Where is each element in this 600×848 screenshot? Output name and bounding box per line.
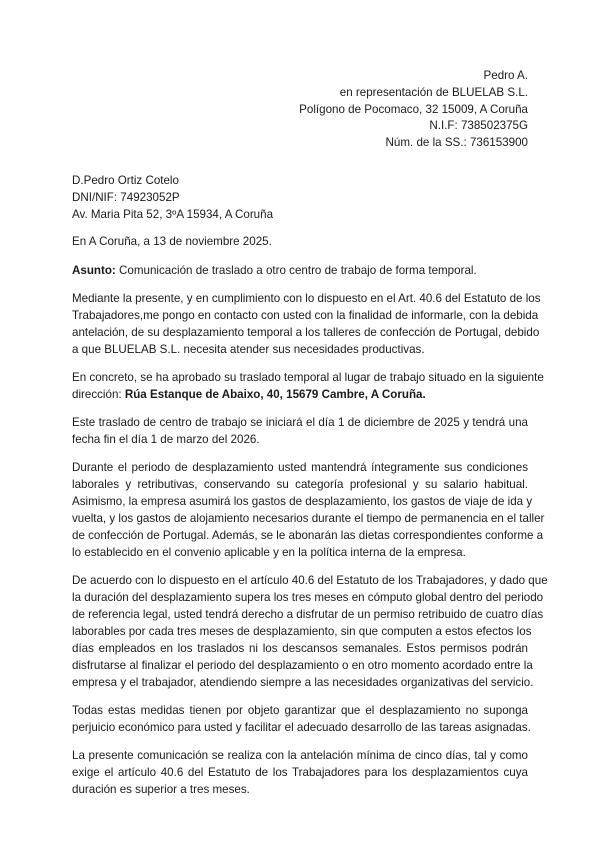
paragraph-line: exige el artículo 40.6 del Estatuto de los Trabajadores para los desplazamientos cuya — [72, 766, 528, 779]
recipient-address: Av. Maria Pita 52, 3ºA 15934, A Coruña — [72, 207, 274, 221]
paragraph-line: duración es superior a tres meses. — [72, 783, 250, 796]
paragraph-dates — [72, 414, 528, 448]
paragraph-line: fecha fin el día 1 de marzo del 2026. — [72, 433, 260, 446]
letter-body — [72, 290, 548, 809]
date-line: En A Coruña, a 13 de noviembre 2025. — [72, 235, 272, 248]
paragraph-line: De acuerdo con lo dispuesto en el artículo 40.6 del Estatuto de los Trabajadores, y dado que — [72, 574, 548, 587]
sender-ss-number: Núm. de la SS.: 736153900 — [385, 136, 528, 150]
subject-text: Comunicación de traslado a otro centro de trabajo de forma temporal. — [115, 264, 477, 277]
paragraph-line: disfrutarse al finalizar el periodo del desplazamiento o en otro momento acordado entre la — [72, 659, 533, 672]
sender-company: en representación de BLUELAB S.L. — [339, 85, 528, 99]
paragraph-location — [72, 369, 544, 403]
recipient-block — [72, 173, 273, 223]
paragraph-line: Mediante la presente, y en cumplimiento con lo dispuesto en el Art. 40.6 del Estatuto de los — [72, 292, 541, 305]
paragraph-line: laborales y retributivas, conservando su categoría profesional y su salario habitual. — [72, 478, 528, 491]
recipient-name: D.Pedro Ortiz Cotelo — [72, 174, 179, 187]
paragraph-purpose — [72, 702, 531, 736]
paragraph-line: En concreto, se ha aprobado su traslado temporal al lugar de trabajo situado en la siguiente — [72, 371, 544, 384]
sender-address: Polígono de Pocomaco, 32 15009, A Coruña — [299, 102, 528, 116]
paragraph-line: Asimismo, la empresa asumirá los gastos de desplazamiento, los gastos de viaje de ida y — [72, 495, 533, 508]
work-address: Rúa Estanque de Abaixo, 40, 15679 Cambre, A Coruña. — [124, 388, 426, 401]
paragraph-line: la duración del desplazamiento supera los tres meses en cómputo global dentro del periodo — [72, 591, 544, 604]
paragraph-line: laborables por cada tres meses de desplazamiento, sin que computen a estos efectos los — [72, 625, 532, 638]
recipient-dni: DNI/NIF: 74923052P — [72, 190, 180, 204]
paragraph-line: vuelta, y los gastos de alojamiento necesarios durante el tiempo de permanencia en el taller — [72, 512, 545, 525]
paragraph-line: días empleados en los traslados ni los descansos semanales. Estos permisos podrán — [72, 642, 528, 655]
paragraph-line: de referencia legal, usted tendrá derecho a disfrutar de un permiso retribuido de cuatro días — [72, 608, 544, 621]
subject-line — [72, 262, 477, 279]
address-prefix: dirección: — [72, 388, 125, 401]
paragraph-line: perjuicio económico para usted y facilitar el adecuado desarrollo de las tareas asignadas. — [72, 721, 531, 734]
paragraph-line: Este traslado de centro de trabajo se iniciará el día 1 de diciembre de 2025 y tendrá una — [72, 416, 528, 429]
paragraph-line: Trabajadores,me pongo en contacto con usted con la finalidad de informarle, con la debida — [72, 309, 539, 322]
paragraph-line: antelación, de su desplazamiento temporal a los talleres de confección de Portugal, debido — [72, 326, 540, 339]
subject-label: Asunto: — [72, 264, 116, 277]
sender-name: Pedro A. — [483, 69, 528, 82]
sender-block — [299, 68, 528, 152]
paragraph-line: Todas estas medidas tienen por objeto garantizar que el desplazamiento no suponga — [72, 704, 528, 717]
paragraph-line — [72, 386, 528, 403]
paragraph-leave — [72, 572, 548, 691]
paragraph-line: La presente comunicación se realiza con la antelación mínima de cinco días, tal y como — [72, 749, 528, 762]
paragraph-conditions — [72, 459, 545, 561]
sender-nif: N.I.F: 738502375G — [429, 119, 528, 133]
paragraph-line: lo establecido en el convenio aplicable y en la política interna de la empresa. — [72, 546, 466, 559]
paragraph-line: Durante el periodo de desplazamiento usted mantendrá íntegramente sus condiciones — [72, 461, 528, 474]
paragraph-line: de confección de Portugal. Además, se le abonarán las dietas correspondientes conforme a — [72, 529, 544, 542]
paragraph-line: a que BLUELAB S.L. necesita atender sus necesidades productivas. — [72, 343, 425, 356]
paragraph-line: empresa y el trabajador, atendiendo siempre a las necesidades organizativas del servicio. — [72, 676, 534, 689]
paragraph-notice — [72, 747, 528, 798]
paragraph-intro — [72, 290, 541, 358]
